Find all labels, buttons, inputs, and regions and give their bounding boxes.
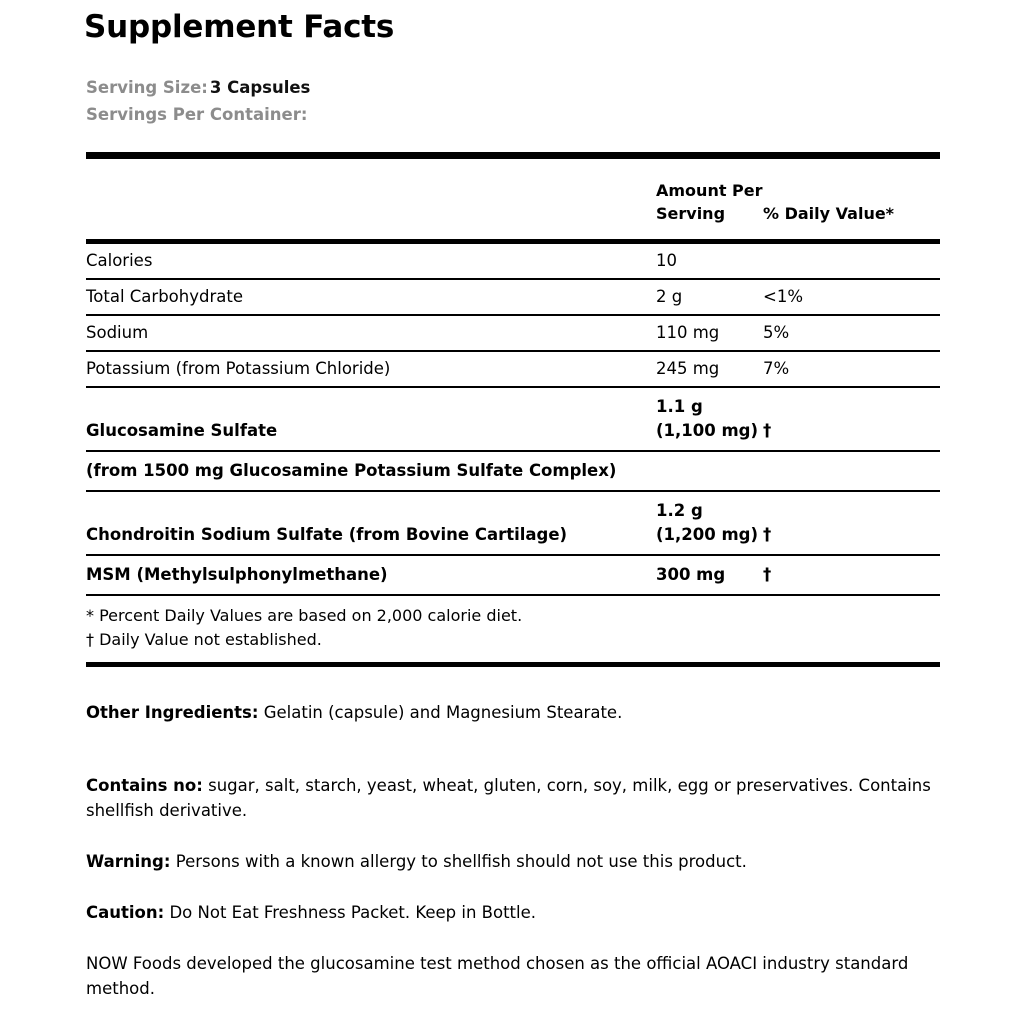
row-daily-value-cell: † (763, 565, 772, 584)
table-row (86, 492, 940, 554)
row-amount-cell: 1.2 g (1,200 mg) (656, 501, 759, 544)
table-top-rule (86, 152, 940, 159)
manufacturer-note-paragraph (86, 951, 946, 1001)
other-ingredients-label: Other Ingredients: (86, 703, 259, 722)
caution-paragraph (86, 900, 946, 925)
footnote-dagger: † Daily Value not established. (86, 630, 322, 649)
row-amount-cell: 245 mg (656, 359, 720, 378)
row-amount-cell: 110 mg (656, 323, 720, 342)
caution-text: Do Not Eat Freshness Packet. Keep in Bottle. (169, 903, 536, 922)
row-name-cell: (from 1500 mg Glucosamine Potassium Sulfate Complex) (86, 461, 617, 480)
page-title: Supplement Facts (84, 9, 395, 45)
table-row (86, 280, 940, 314)
table-body (86, 244, 940, 594)
bottom-text-section (86, 700, 946, 1001)
footnote-percent-daily-value: * Percent Daily Values are based on 2,000 calorie diet. (86, 606, 523, 625)
row-name-cell: MSM (Methylsulphonylmethane) (86, 565, 388, 584)
row-daily-value-cell: 5% (763, 323, 790, 342)
servings-per-container-line (86, 101, 310, 128)
serving-size-line (86, 74, 310, 101)
table-row (86, 316, 940, 350)
table-header-row (86, 159, 940, 239)
row-amount-cell: 2 g (656, 287, 683, 306)
row-daily-value-cell: † (763, 421, 772, 440)
row-name-cell: Total Carbohydrate (86, 287, 243, 306)
table-row (86, 452, 940, 490)
row-name-cell: Sodium (86, 323, 149, 342)
table-row (86, 388, 940, 450)
manufacturer-note-text: NOW Foods developed the glucosamine test method chosen as the official AOACI industry standard method. (86, 954, 909, 998)
table-row (86, 556, 940, 594)
row-name-cell: Potassium (from Potassium Chloride) (86, 359, 391, 378)
row-name-cell: Calories (86, 251, 153, 270)
table-footnotes (86, 596, 940, 662)
row-amount-cell: 1.1 g (1,100 mg) (656, 397, 759, 440)
serving-size-label: Serving Size: (86, 78, 208, 97)
row-name-cell: Glucosamine Sulfate (86, 421, 278, 440)
row-name-cell: Chondroitin Sodium Sulfate (from Bovine Cartilage) (86, 525, 568, 544)
other-ingredients-text: Gelatin (capsule) and Magnesium Stearate. (263, 703, 623, 722)
serving-info (86, 74, 310, 128)
table-bottom-rule (86, 662, 940, 667)
warning-text: Persons with a known allergy to shellfish should not use this product. (175, 852, 747, 871)
row-daily-value-cell: † (763, 525, 772, 544)
header-daily-value-cell: % Daily Value* (763, 204, 895, 223)
nutrition-facts-table (86, 152, 940, 667)
table-row (86, 352, 940, 386)
row-daily-value-cell: 7% (763, 359, 790, 378)
contains-no-label: Contains no: (86, 776, 203, 795)
contains-no-text: sugar, salt, starch, yeast, wheat, gluten, corn, soy, milk, egg or preservatives. Contains shellfish derivative. (86, 776, 931, 820)
other-ingredients-paragraph (86, 700, 946, 725)
row-amount-cell: 10 (656, 251, 677, 270)
servings-per-container-label: Servings Per Container: (86, 105, 308, 124)
warning-paragraph (86, 849, 946, 874)
contains-no-paragraph (86, 773, 946, 823)
warning-label: Warning: (86, 852, 171, 871)
row-daily-value-cell: <1% (763, 287, 804, 306)
header-amount-cell: Amount Per Serving (656, 181, 763, 223)
table-row (86, 244, 940, 278)
serving-size-value: 3 Capsules (209, 78, 311, 97)
caution-label: Caution: (86, 903, 165, 922)
row-amount-cell: 300 mg (656, 565, 726, 584)
